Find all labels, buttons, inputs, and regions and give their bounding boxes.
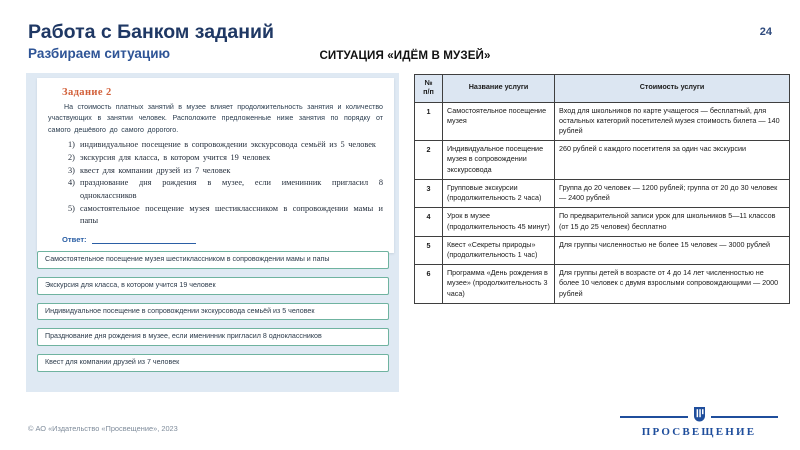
task-list-item <box>68 203 383 228</box>
task-list-item-text: празднование дня рождения в музее, если именинник пригласил 8 одноклассников <box>80 178 383 200</box>
logo-rule-right <box>711 416 779 418</box>
answer-label: Ответ: <box>62 234 87 244</box>
logo-mark-row <box>620 409 778 425</box>
logo-rule-left <box>620 416 688 418</box>
cell-service-name: Индивидуальное посещение музея в сопровождении экскурсовода <box>443 141 555 180</box>
option-box[interactable]: Индивидуальное посещение в сопровождении экскурсовода семьёй из 5 человек <box>37 303 389 321</box>
task-item-list <box>48 139 383 227</box>
table-header-row <box>415 75 790 103</box>
task-list-item-number: 4) <box>68 178 75 188</box>
table-row <box>415 102 790 141</box>
task-list-item-text: экскурсия для класса, в котором учится 19 человек <box>80 153 271 163</box>
task-list-item-number: 3) <box>68 165 75 175</box>
cell-number: 2 <box>415 141 443 180</box>
cell-service-cost: Для группы детей в возрасте от 4 до 14 лет численностью не более 10 человек с двумя взрослыми сопровождающими — 2000 рублей <box>555 265 790 304</box>
option-list <box>37 251 389 380</box>
cell-service-name: Самостоятельное посещение музея <box>443 102 555 141</box>
task-list-item <box>68 152 383 165</box>
task-heading: Задание 2 <box>62 87 112 98</box>
cell-service-name: Групповые экскурсии (продолжительность 2 часа) <box>443 179 555 207</box>
column-header-cost: Стоимость услуги <box>555 75 790 103</box>
cell-service-cost: По предварительной записи урок для школьников 5—11 классов (от 15 до 25 человек) бесплатно <box>555 208 790 236</box>
table-header <box>415 75 790 103</box>
cell-service-cost: Группа до 20 человек — 1200 рублей; группа от 20 до 30 человек — 2400 рублей <box>555 179 790 207</box>
table-row <box>415 141 790 180</box>
answer-blank[interactable] <box>92 235 196 244</box>
table-row <box>415 208 790 236</box>
title-block <box>28 22 274 62</box>
task-list-item-text: самостоятельное посещение музея шестиклассником в сопровождении мамы и папы <box>80 203 383 226</box>
cell-number: 3 <box>415 179 443 207</box>
answer-line <box>62 235 383 244</box>
shield-icon <box>693 407 706 427</box>
task-list-item-text: индивидуальное посещение в сопровождении экскурсовода семьёй из 5 человек <box>80 140 376 150</box>
cell-service-name: Урок в музее (продолжительность 45 минут) <box>443 208 555 236</box>
option-box[interactable]: Экскурсия для класса, в котором учится 19 человек <box>37 277 389 295</box>
table-row <box>415 265 790 304</box>
logo-wordmark: ПРОСВЕЩЕНИЕ <box>641 426 757 438</box>
task-list-item-text: квест для компании друзей из 7 человек <box>80 165 231 175</box>
services-table <box>414 74 790 304</box>
publisher-logo <box>620 409 778 438</box>
task-card <box>37 78 394 253</box>
situation-heading: СИТУАЦИЯ «ИДЁМ В МУЗЕЙ» <box>319 49 491 62</box>
table-body <box>415 102 790 303</box>
table-row <box>415 236 790 264</box>
cell-number: 1 <box>415 102 443 141</box>
cell-number: 4 <box>415 208 443 236</box>
cell-service-cost: Для группы численностью не более 15 человек — 3000 рублей <box>555 236 790 264</box>
cell-service-name: Квест «Секреты природы» (продолжительность 1 час) <box>443 236 555 264</box>
column-header-name: Название услуги <box>443 75 555 103</box>
cell-service-cost: Вход для школьников по карте учащегося — бесплатный, для остальных категорий посетителей музея стоимость билета — 140 рублей <box>555 102 790 141</box>
task-list-item-number: 2) <box>68 153 75 163</box>
page-title: Работа с Банком заданий <box>28 21 275 43</box>
option-box[interactable]: Самостоятельное посещение музея шестиклассником в сопровождении мамы и папы <box>37 251 389 269</box>
task-list-item-number: 5) <box>68 203 75 213</box>
column-header-number <box>415 75 443 103</box>
table-row <box>415 179 790 207</box>
left-panel <box>26 73 399 392</box>
page-number: 24 <box>759 26 772 38</box>
option-box[interactable]: Квест для компании друзей из 7 человек <box>37 354 389 372</box>
page-subtitle: Разбираем ситуацию <box>28 45 171 61</box>
footer-copyright: © АО «Издательство «Просвещение», 2023 <box>28 424 178 433</box>
column-header-number-line1: № <box>424 78 433 87</box>
task-list-item <box>68 177 383 202</box>
task-list-item <box>68 165 383 178</box>
column-header-number-line2: п/п <box>423 86 434 96</box>
cell-number: 5 <box>415 236 443 264</box>
cell-service-name: Программа «День рождения в музее» (продолжительность 3 часа) <box>443 265 555 304</box>
task-list-item-number: 1) <box>68 140 75 150</box>
cell-number: 6 <box>415 265 443 304</box>
option-box[interactable]: Празднование дня рождения в музее, если именинник пригласил 8 одноклассников <box>37 328 389 346</box>
cell-service-cost: 260 рублей с каждого посетителя за один час экскурсии <box>555 141 790 180</box>
task-list-item <box>68 139 383 152</box>
task-intro: На стоимость платных занятий в музее влияет продолжительность занятия и количество участвующих в занятии человек. Расположите предложенные ниже занятия по порядку от самого дешёвого до самого дорогого. <box>48 103 383 134</box>
